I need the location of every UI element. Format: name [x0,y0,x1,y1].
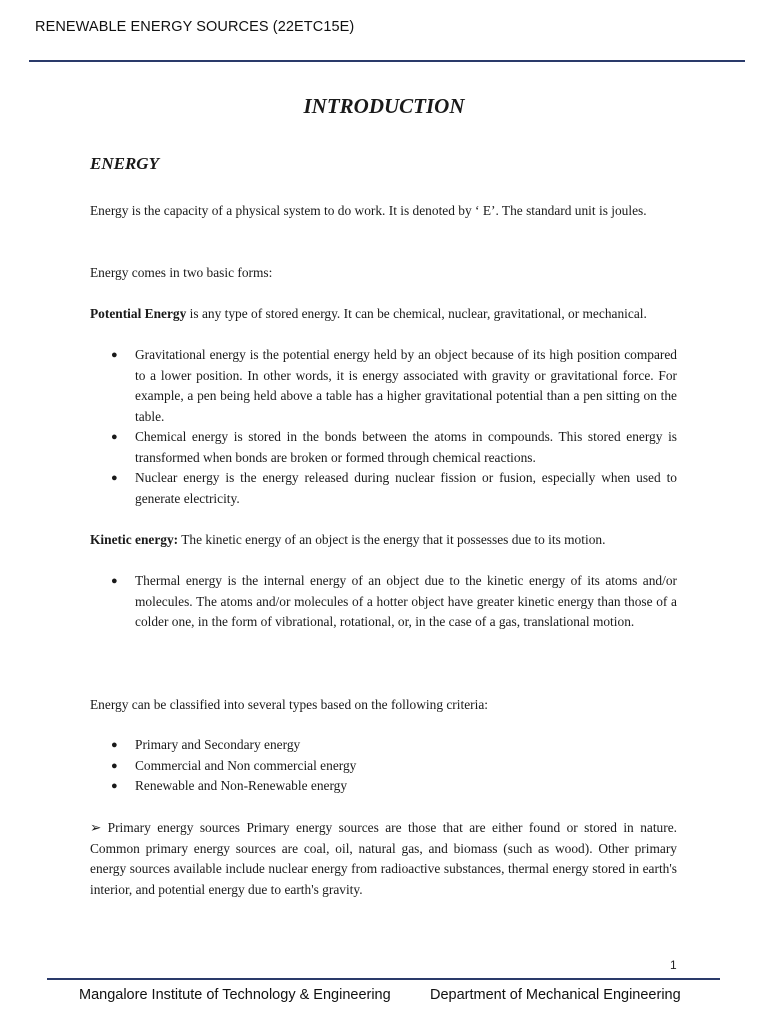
list-item-text: Nuclear energy is the energy released during nuclear fission or fusion, especially when used to generate electricity. [135,470,677,506]
primary-energy-paragraph: ➢ Primary energy sources Primary energy sources are those that are either found or stored in nature. Common primary energy sources are coal, oil, natural gas, and biomass (such as wood). Other primary energy sources available include nuclear energy from radioactive substances, thermal energy stored in earth's interior, and potential energy due to earth's gravity. [90,820,677,897]
classification-paragraph: Energy can be classified into several types based on the following criteria: [90,697,488,712]
section-heading: ENERGY [90,154,159,173]
running-header: RENEWABLE ENERGY SOURCES (22ETC15E) [35,19,355,35]
kinetic-energy-lead: Kinetic energy: [90,532,179,547]
classification-list [90,735,677,797]
bullet-icon: ● [111,472,118,484]
list-item [90,345,677,427]
footer-department: Department of Mechanical Engineering [430,987,681,1003]
kinetic-energy-paragraph [90,530,677,551]
bullet-icon: ● [111,575,118,587]
list-item-text: Primary and Secondary energy [135,737,301,752]
footer-rule [47,978,720,980]
potential-energy-lead: Potential Energy [90,306,187,321]
footer-institute: Mangalore Institute of Technology & Engineering [79,987,391,1003]
bullet-icon: ● [111,349,118,361]
kinetic-energy-text: The kinetic energy of an object is the energy that it possesses due to its motion. [178,532,606,547]
list-item-text: Gravitational energy is the potential energy held by an object because of its high position compared to a lower position. In other words, it is energy associated with gravity or gravitational force. For example, a pen being held above a table has a higher gravitational potential than a pen sitting on the table. [135,347,677,424]
list-item [90,756,677,777]
bullet-icon: ● [111,759,118,772]
list-item [90,571,677,633]
list-item-text: Thermal energy is the internal energy of an object due to the kinetic energy of its atoms and/or molecules. The atoms and/or molecules of a hotter object have greater kinetic energy than those of a colder one, in the form of vibrational, rotational, or, in the case of a gas, translational motion. [135,573,677,629]
list-item-text: Renewable and Non-Renewable energy [135,778,348,793]
potential-energy-text: is any type of stored energy. It can be chemical, nuclear, gravitational, or mechanical. [186,306,647,321]
intro-paragraph: Energy is the capacity of a physical system to do work. It is denoted by ‘ E’. The standard unit is joules. [90,203,647,218]
list-item [90,735,677,756]
bullet-icon: ● [111,431,118,443]
bullet-icon: ● [111,780,118,792]
kinetic-energy-list [90,571,677,633]
list-item [90,427,677,468]
list-item-text: Chemical energy is stored in the bonds between the atoms in compounds. This stored energy is transformed when bonds are broken or formed through chemical reactions. [135,429,677,465]
potential-energy-list [90,345,677,509]
list-item [90,468,677,509]
bullet-icon: ● [111,739,118,751]
list-item-text: Commercial and Non commercial energy [135,757,357,773]
page-number: 1 [670,958,677,972]
forms-paragraph: Energy comes in two basic forms: [90,265,273,280]
page-title: INTRODUCTION [303,94,465,118]
list-item [90,776,677,797]
header-rule [29,60,745,62]
potential-energy-paragraph [90,304,677,325]
